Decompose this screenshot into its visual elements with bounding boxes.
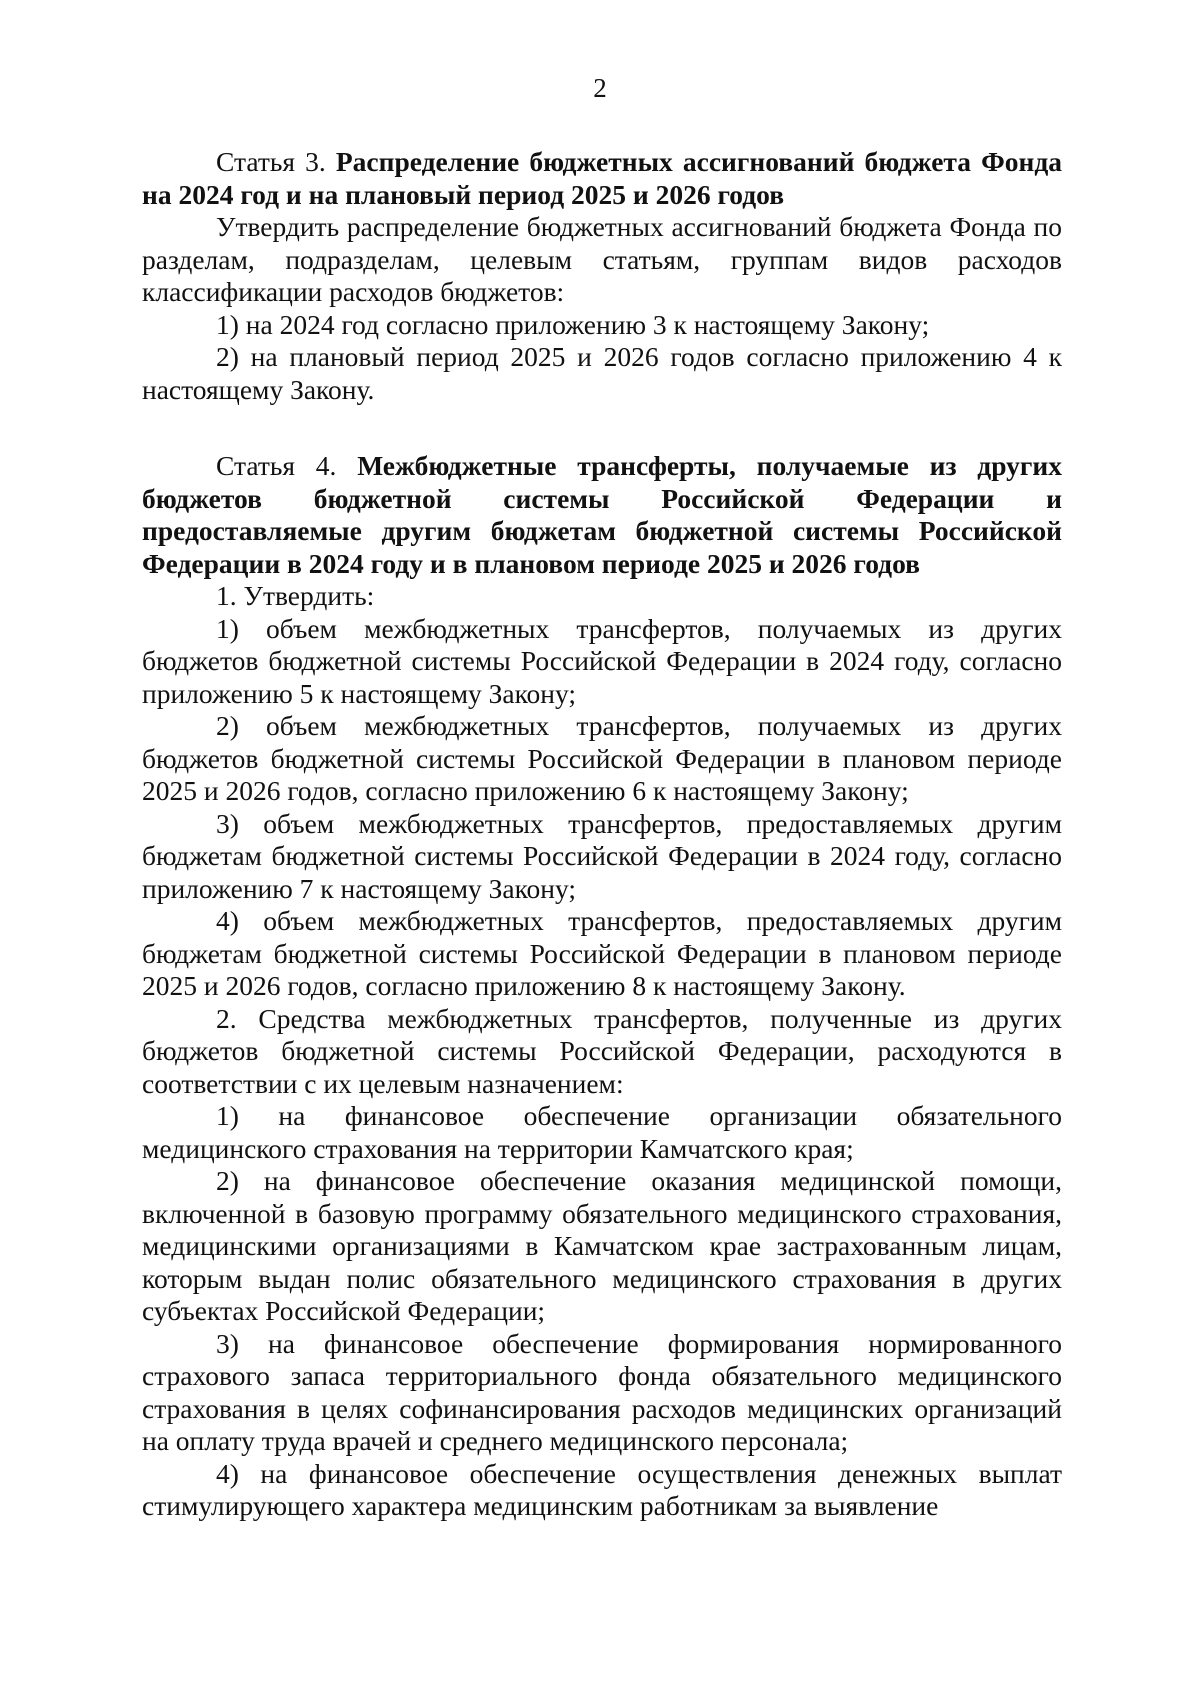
- article-4-paragraph: 2) объем межбюджетных трансфертов, получаемых из других бюджетов бюджетной системы Российской Федерации в плановом периоде 2025 и 2026 годов, согласно приложению 6 к настоящему Закону;: [142, 710, 1062, 806]
- article-4-prefix: Статья 4.: [216, 450, 358, 481]
- article-4-paragraph: 2. Средства межбюджетных трансфертов, полученные из других бюджетов бюджетной системы Российской Федерации, расходуются в соответствии с их целевым назначением:: [142, 1002, 1062, 1099]
- article-3-heading: [142, 146, 1062, 211]
- article-4-paragraph: 3) на финансовое обеспечение формирования нормированного страхового запаса территориального фонда обязательного медицинского страхования в целях софинансирования расходов медицинских организаций на оплату труда врачей и среднего медицинского персонала;: [142, 1327, 1062, 1456]
- article-4-paragraph: 2) на финансовое обеспечение оказания медицинской помощи, включенной в базовую программу обязательного медицинского страхования, медицинскими организациями в Камчатском крае застрахованным лицам, которым выдан полис обязательного медицинского страхования в других субъектах Российской Федерации;: [142, 1165, 1062, 1326]
- article-4-paragraph: 4) на финансовое обеспечение осуществления денежных выплат стимулирующего характера медицинским работникам за выявление: [142, 1457, 1062, 1521]
- article-3-paragraph: 1) на 2024 год согласно приложению 3 к настоящему Закону;: [216, 308, 930, 340]
- article-3-paragraph: Утвердить распределение бюджетных ассигнований бюджета Фонда по разделам, подразделам, целевым статьям, группам видов расходов классификации расходов бюджетов:: [142, 211, 1062, 307]
- article-4-title: Межбюджетные трансферты, получаемые из других бюджетов бюджетной системы Российской Федерации и предоставляемые другим бюджетам бюджетной системы Российской Федерации в 2024 году и в плановом периоде 2025 и 2026 годов: [142, 450, 1062, 579]
- article-4-heading: [142, 450, 1062, 580]
- article-3-prefix: Статья 3.: [216, 146, 336, 177]
- article-3-paragraph: 2) на плановый период 2025 и 2026 годов согласно приложению 4 к настоящему Закону.: [142, 341, 1062, 405]
- section-gap: [142, 406, 1062, 450]
- article-3-title: Распределение бюджетных ассигнований бюджета Фонда на 2024 год и на плановый период 2025 и 2026 годов: [142, 146, 1062, 210]
- article-4-paragraph: 1) объем межбюджетных трансфертов, получаемых из других бюджетов бюджетной системы Российской Федерации в 2024 году, согласно приложению 5 к настоящему Закону;: [142, 612, 1062, 709]
- document-body: [142, 146, 1062, 1523]
- article-4-paragraph: 1. Утвердить:: [216, 580, 375, 611]
- article-4-paragraph: 4) объем межбюджетных трансфертов, предоставляемых другим бюджетам бюджетной системы Российской Федерации в плановом периоде 2025 и 2026 годов, согласно приложению 8 к настоящему Закону.: [142, 905, 1062, 1001]
- article-4-paragraph: 1) на финансовое обеспечение организации обязательного медицинского страхования на территории Камчатского края;: [142, 1100, 1062, 1164]
- article-4-paragraph: 3) объем межбюджетных трансфертов, предоставляемых другим бюджетам бюджетной системы Российской Федерации в 2024 году, согласно приложению 7 к настоящему Закону;: [142, 807, 1062, 904]
- page-number: 2: [593, 73, 607, 103]
